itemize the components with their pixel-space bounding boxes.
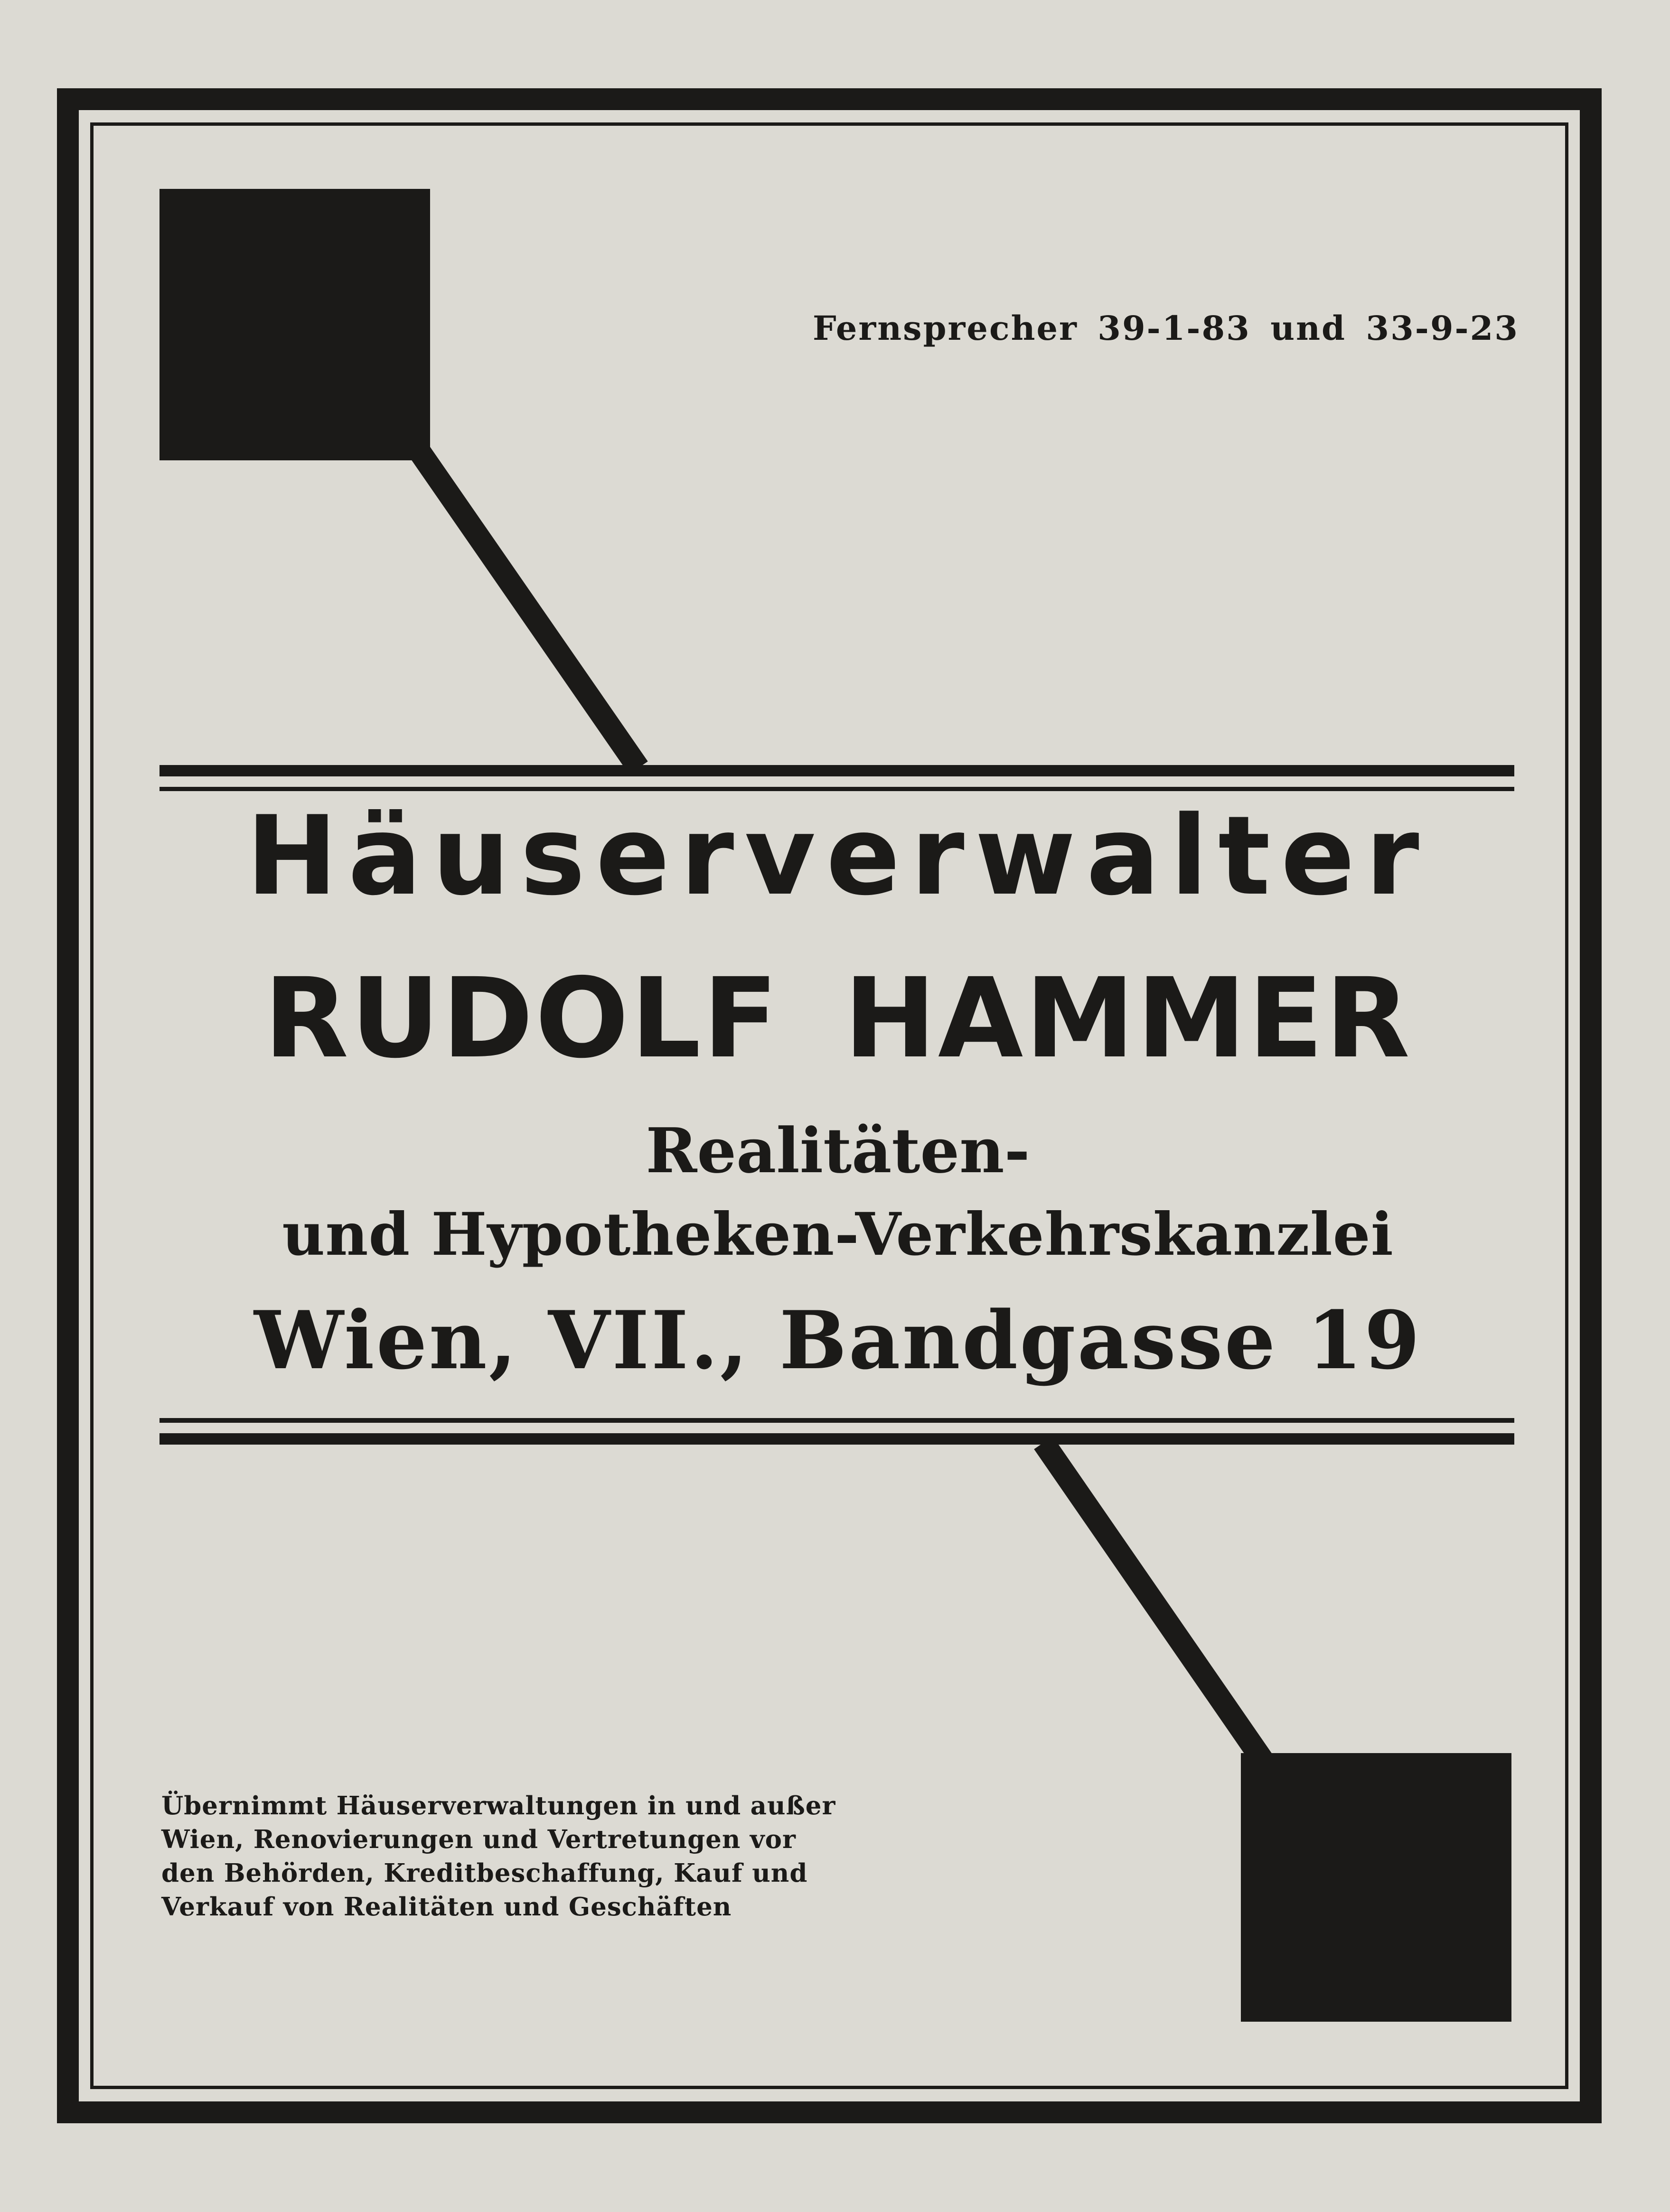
phone-numbers: Fernsprecher 39-1-83 und 33-9-23: [813, 308, 1519, 348]
headline-occupation: Häuserverwalter: [246, 793, 1430, 920]
services-line: Wien, Renovierungen und Vertretungen vor: [161, 1825, 796, 1854]
services-line: Übernimmt Häuserverwaltungen in und außer: [161, 1791, 836, 1820]
bottom-right-square: [1241, 1753, 1511, 2022]
services-description: [161, 1789, 850, 1924]
services-line: Verkauf von Realitäten und Geschäften: [161, 1892, 732, 1922]
services-line: den Behörden, Kreditbeschaffung, Kauf und: [161, 1858, 808, 1888]
bottom-rule-thin: [159, 1418, 1514, 1423]
top-rule-thick: [159, 765, 1514, 776]
top-diagonal-bar: [420, 452, 638, 768]
top-left-square: [159, 189, 430, 460]
top-rule-thin: [159, 787, 1514, 791]
bottom-diagonal-bar: [1043, 1443, 1264, 1762]
headline-name: RUDOLF HAMMER: [263, 954, 1412, 1083]
address: Wien, VII., Bandgasse 19: [254, 1293, 1422, 1387]
subtitle-kanzlei: und Hypotheken-Verkehrskanzlei: [282, 1200, 1394, 1269]
subtitle-realitaeten: Realitäten-: [646, 1114, 1030, 1187]
bottom-rule-thick: [159, 1433, 1514, 1445]
